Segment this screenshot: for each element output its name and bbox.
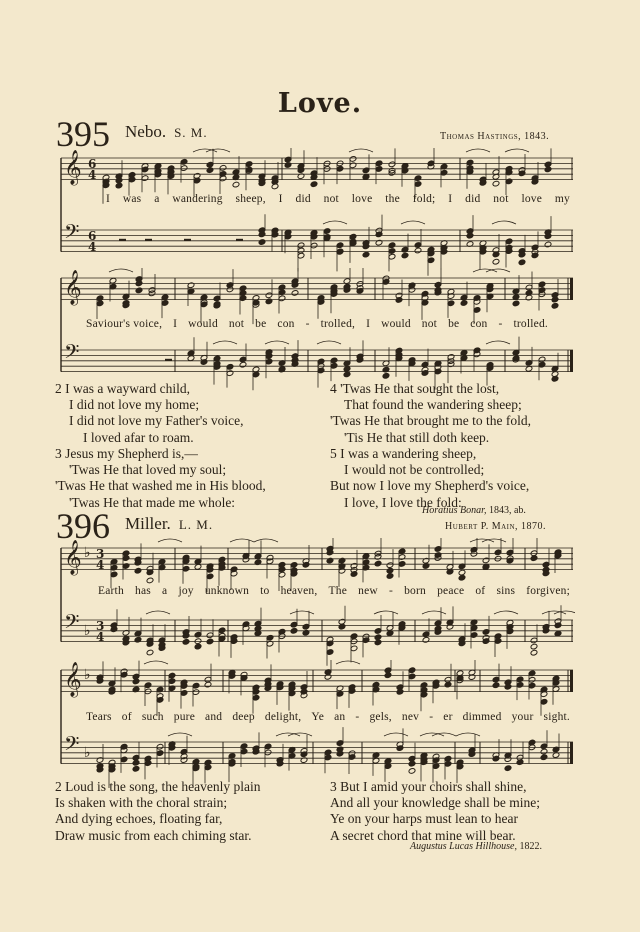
author-name: Augustus Lucas Hillhouse, xyxy=(410,841,517,852)
music-system xyxy=(60,148,575,276)
lyric-syllable: an xyxy=(334,711,346,723)
treble-clef-icon: 𝄞 xyxy=(64,270,82,305)
author-note: 1843, ab. xyxy=(488,505,526,516)
flat-icon: ♭ xyxy=(84,624,91,639)
lyrics-line xyxy=(0,318,640,334)
lyric-syllable: not xyxy=(323,193,339,205)
lyric-syllable: of xyxy=(121,711,132,723)
author-credit xyxy=(410,841,542,852)
stanza xyxy=(330,381,531,446)
lyric-syllable: wandering xyxy=(172,193,223,205)
lyric-syllable: love xyxy=(521,193,543,205)
lyric-syllable: not xyxy=(228,318,245,330)
lyric-syllable: not xyxy=(421,318,438,330)
verse-line: 'Twas He that made me whole: xyxy=(69,494,236,510)
lyric-syllable: would xyxy=(188,318,218,330)
lyric-syllable: trolled, xyxy=(320,318,356,330)
time-signature: 4 xyxy=(88,168,97,182)
verse-line: I did not love my Father's voice, xyxy=(69,413,244,429)
time-signature: 4 xyxy=(96,630,105,644)
lyric-syllable: be xyxy=(255,318,267,330)
lyric-syllable: to xyxy=(260,585,270,597)
lyrics-line xyxy=(0,193,640,209)
verse-line: Is shaken with the choral strain; xyxy=(55,795,228,811)
meter: S. M. xyxy=(174,125,208,140)
section-title: Love. xyxy=(277,88,363,119)
lyric-syllable: - xyxy=(388,585,394,597)
verse-line: 4 'Twas He that sought the lost, xyxy=(330,381,500,396)
composer-credit: Thomas Hastings, 1843. xyxy=(440,131,550,142)
lyric-syllable: I xyxy=(173,318,178,330)
verse-line: 5 I was a wandering sheep, xyxy=(330,446,477,461)
lyric-syllable: did xyxy=(465,193,481,205)
stanza xyxy=(330,779,540,844)
lyric-syllable: did xyxy=(295,193,311,205)
lyric-syllable: nev xyxy=(401,711,420,723)
lyric-syllable: er xyxy=(443,711,453,723)
lyric-syllable: new xyxy=(358,585,378,597)
lyric-syllable: joy xyxy=(178,585,194,597)
verse-line: 3 But I amid your choirs shall shine, xyxy=(330,779,527,794)
lyric-syllable: peace xyxy=(437,585,465,597)
lyric-syllable: has xyxy=(135,585,151,597)
bass-clef-icon: 𝄢 xyxy=(64,220,80,248)
lyric-syllable: I xyxy=(366,318,371,330)
composer-credit xyxy=(445,521,546,532)
lyric-syllable: con xyxy=(277,318,295,330)
bass-clef-icon: 𝄢 xyxy=(64,610,80,638)
music-system xyxy=(60,538,575,666)
verse-line: 'Twas He that brought me to the fold, xyxy=(330,413,531,429)
lyric-syllable: my xyxy=(554,193,570,205)
verse-line: That found the wandering sheep; xyxy=(344,397,522,413)
treble-clef-icon: 𝄞 xyxy=(64,540,82,575)
lyric-syllable: would xyxy=(381,318,411,330)
lyric-syllable: sheep, xyxy=(235,193,266,205)
time-signature: 6 xyxy=(88,157,97,171)
verse-line: I love, I love the fold: xyxy=(344,494,462,510)
lyric-syllable: sight. xyxy=(543,711,570,723)
lyric-syllable: fold; xyxy=(412,193,436,205)
verse-line: I did not love my home; xyxy=(69,397,200,413)
lyric-syllable: heaven, xyxy=(280,585,318,597)
bass-clef-icon: 𝄢 xyxy=(64,340,80,368)
lyric-syllable: such xyxy=(141,711,164,723)
tune-title: Nebo. xyxy=(125,122,167,141)
lyric-syllable: of xyxy=(475,585,486,597)
stanza xyxy=(55,779,260,844)
verse-line: And dying echoes, floating far, xyxy=(55,811,223,827)
composer-year: 1870. xyxy=(521,521,547,532)
time-signature: 4 xyxy=(96,558,105,572)
meter: L. M. xyxy=(178,517,214,532)
lyric-syllable: not xyxy=(493,193,509,205)
lyric-syllable: - xyxy=(429,711,434,723)
lyric-syllable: - xyxy=(355,711,360,723)
verse-line: 'Twas He that washed me in His blood, xyxy=(55,478,266,494)
lyric-syllable: Tears xyxy=(86,711,112,723)
verse-line: 2 Loud is the song, the heavenly plain xyxy=(55,779,261,794)
lyric-syllable: sins xyxy=(496,585,516,597)
lyric-syllable: a xyxy=(154,193,160,205)
time-signature: 3 xyxy=(96,619,105,633)
tune-name xyxy=(125,514,213,534)
lyric-syllable: love xyxy=(351,193,373,205)
verse-line: 3 Jesus my Shepherd is,— xyxy=(55,446,198,461)
composer-year: 1843. xyxy=(524,131,550,142)
verse-line: 'Twas He that loved my soul; xyxy=(69,462,227,478)
flat-icon: ♭ xyxy=(84,668,91,683)
lyric-syllable: - xyxy=(305,318,310,330)
lyric-syllable: Earth xyxy=(98,585,124,597)
composer-name: Hubert P. Main, xyxy=(445,521,519,532)
stanza xyxy=(55,446,266,511)
lyric-syllable: be xyxy=(448,318,460,330)
lyric-syllable: I xyxy=(448,193,453,205)
lyric-syllable: pure xyxy=(173,711,195,723)
stanza xyxy=(55,381,244,446)
verse-line: I would not be controlled; xyxy=(344,462,485,478)
verse-line: I loved afar to roam. xyxy=(83,429,194,445)
lyric-syllable: and xyxy=(205,711,223,723)
lyric-syllable: con xyxy=(470,318,488,330)
tune-name xyxy=(125,122,208,142)
tune-title: Miller. xyxy=(125,514,171,533)
bass-clef-icon: 𝄢 xyxy=(64,732,80,760)
flat-icon: ♭ xyxy=(84,546,91,561)
lyric-syllable: a xyxy=(162,585,168,597)
time-signature: 4 xyxy=(88,240,97,254)
lyric-syllable: Saviour's voice, xyxy=(86,318,163,330)
verse-line: And all your knowledge shall be mine; xyxy=(330,795,540,811)
verse-line: But now I love my Shepherd's voice, xyxy=(330,478,530,494)
lyric-syllable: gels, xyxy=(369,711,392,723)
lyric-syllable: The xyxy=(328,585,348,597)
hymn-number: 395 xyxy=(56,114,110,154)
lyric-syllable: the xyxy=(385,193,400,205)
hymn-number: 396 xyxy=(56,506,110,546)
lyrics-line xyxy=(0,585,640,601)
lyric-syllable: forgiven; xyxy=(526,585,570,597)
time-signature: 3 xyxy=(96,547,105,561)
lyric-syllable: - xyxy=(498,318,503,330)
lyric-syllable: dimmed xyxy=(462,711,502,723)
author-note: 1822. xyxy=(519,841,542,852)
author-credit xyxy=(422,505,526,516)
lyric-syllable: your xyxy=(511,711,534,723)
lyric-syllable: deep xyxy=(232,711,255,723)
lyric-syllable: was xyxy=(122,193,142,205)
time-signature: 6 xyxy=(88,229,97,243)
lyric-syllable: Ye xyxy=(311,711,325,723)
flat-icon: ♭ xyxy=(84,746,91,761)
lyric-syllable: delight, xyxy=(264,711,302,723)
verse-line: 'Tis He that still doth keep. xyxy=(344,429,490,445)
lyric-syllable: unknown xyxy=(204,585,250,597)
lyrics-line xyxy=(0,711,640,727)
composer-name: Thomas Hastings xyxy=(440,131,519,142)
lyric-syllable: trolled. xyxy=(513,318,548,330)
author-name: Horatius Bonar, xyxy=(422,505,487,516)
verse-line: Draw music from each chiming star. xyxy=(55,827,252,843)
lyric-syllable: born xyxy=(404,585,426,597)
verse-line: Ye on your harps must lean to hear xyxy=(330,811,518,827)
verse-line: 2 I was a wayward child, xyxy=(55,381,190,396)
treble-clef-icon: 𝄞 xyxy=(64,662,82,697)
stanza xyxy=(330,446,529,511)
lyric-syllable: I xyxy=(106,193,111,205)
treble-clef-icon: 𝄞 xyxy=(64,150,82,185)
verse-line: A secret chord that mine will bear. xyxy=(330,827,516,843)
lyric-syllable: I xyxy=(278,193,283,205)
